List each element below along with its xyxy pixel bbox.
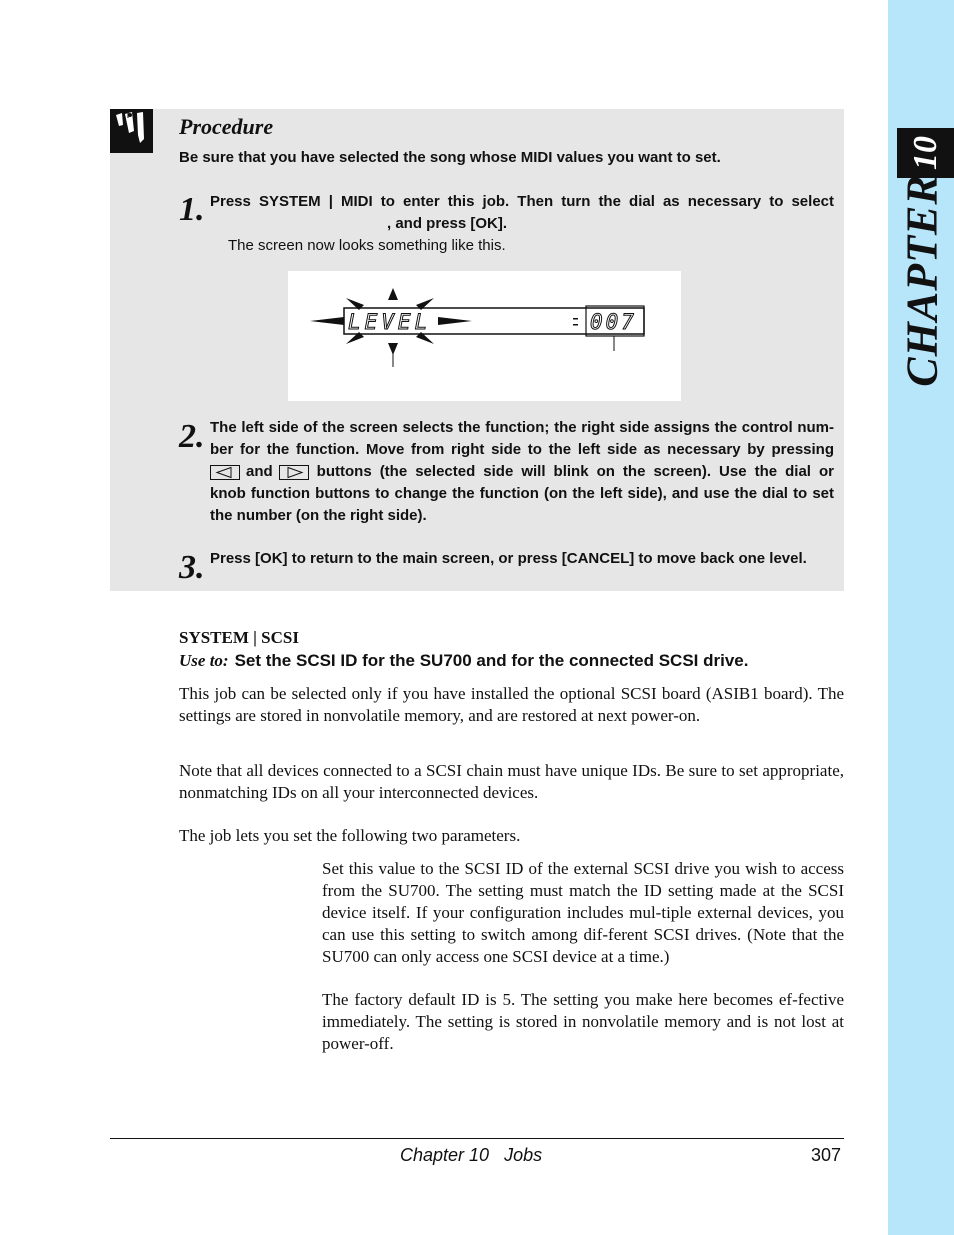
- use-to-text: Set the SCSI ID for the SU700 and for the connected SCSI drive.: [234, 651, 749, 670]
- param-description-1: Set this value to the SCSI ID of the external SCSI drive you wish to access from the SU700. The setting must match the ID setting made at the SCSI device itself. If your configuration includes mul-tiple external devices, you can use this setting to switch among dif-ferent SCSI drives. (Note that the SU700 can only access one SCSI device at a time.): [322, 859, 844, 966]
- paragraph-3: The job lets you set the following two parameters.: [179, 826, 521, 845]
- chapter-word: CHAPTER: [897, 173, 947, 387]
- step-2-line3: [210, 461, 834, 483]
- lcd-left-text: LEVEL: [348, 310, 432, 334]
- step-1-number: 1.: [179, 191, 205, 228]
- step-2-number: 2.: [179, 418, 205, 455]
- step-1-line3: The screen now looks something like this.: [228, 237, 506, 254]
- paragraph-2: Note that all devices connected to a SCSI chain must have unique IDs. Be sure to set appropriate, nonmatching IDs on all your interconnected devices.: [179, 761, 844, 802]
- procedure-title: Procedure: [179, 114, 274, 139]
- step-3-text: Press [OK] to return to the main screen, or press [CANCEL] to move back one level.: [210, 550, 807, 567]
- procedure-icon: [110, 109, 153, 153]
- step-2-line3-rest: buttons (the selected side will blink on the screen). Use the dial or: [316, 463, 834, 480]
- paragraph-1: This job can be selected only if you have installed the optional SCSI board (ASIB1 board). The settings are stored in nonvolatile memory, and are restored at next power-on.: [179, 684, 844, 725]
- use-to-label: Use to:: [179, 651, 229, 670]
- section-heading: SYSTEM | SCSI: [179, 628, 299, 647]
- step-2-line1: The left side of the screen selects the function; the right side assigns the control num-: [210, 419, 834, 436]
- chapter-label: [897, 173, 947, 387]
- left-arrow-button-icon: [210, 465, 240, 480]
- step-1-line1: Press SYSTEM | MIDI to enter this job. Then turn the dial as necessary to select: [210, 193, 834, 210]
- step-2-line5: the number (on the right side).: [210, 507, 427, 524]
- step-2-line4: knob function buttons to change the function (on the left side), and use the dial to set: [210, 485, 834, 502]
- step-3-number: 3.: [179, 549, 205, 586]
- step-2-and: and: [246, 463, 273, 480]
- step-2-line2: ber for the function. Move from right side to the left side as necessary by pressing: [210, 441, 834, 458]
- chapter-number-badge: [897, 128, 954, 178]
- right-arrow-button-icon: [279, 465, 309, 480]
- chapter-number: 10: [906, 136, 944, 170]
- use-to-line: [179, 651, 748, 671]
- procedure-intro: Be sure that you have selected the song whose MIDI values you want to set.: [179, 149, 721, 166]
- step-1-line2: , and press [OK].: [387, 215, 508, 232]
- footer-page-number: 307: [811, 1145, 842, 1165]
- lcd-right-text: 007: [590, 310, 637, 334]
- footer-rule: [110, 1138, 844, 1139]
- lcd-illustration: [288, 271, 681, 401]
- footer-chapter: Chapter 10 Jobs: [400, 1145, 543, 1165]
- param-description-2: The factory default ID is 5. The setting you make here becomes ef-fective immediately. The setting is stored in nonvolatile memory and is not lost at power-off.: [322, 990, 844, 1053]
